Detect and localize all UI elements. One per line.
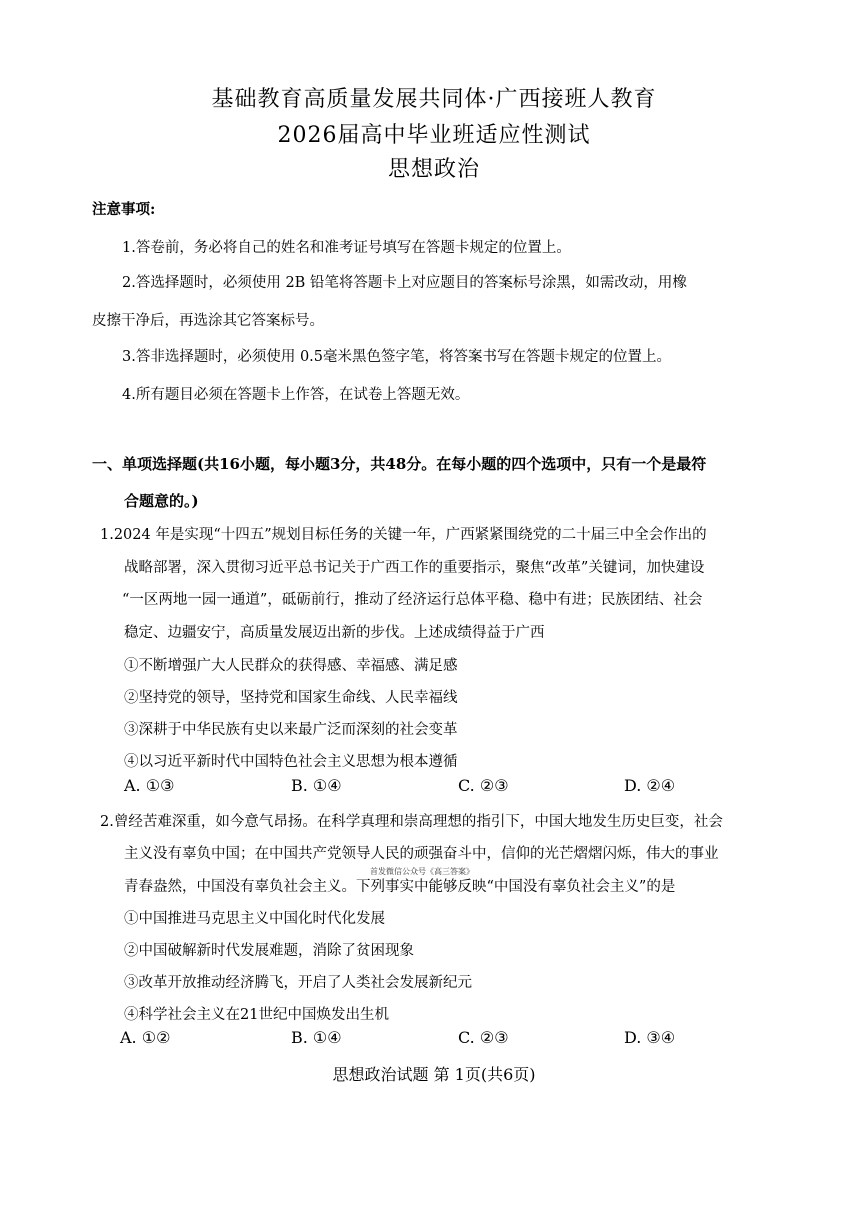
question-2-stem-line-1: 2.曾经苦难深重，如今意气昂扬。在科学真理和崇高理想的指引下，中国大地发生历史巨变，社会	[100, 814, 723, 830]
question-1-choice-a: A. ①③	[124, 776, 175, 795]
question-1-choice-b: B. ①④	[291, 776, 342, 795]
question-2-stem-line-3: 青春盎然，中国没有辜负社会主义。下列事实中能够反映“中国没有辜负社会主义”的是	[124, 879, 676, 895]
question-1-choice-d: D. ②④	[624, 776, 676, 795]
question-1-choice-c: C. ②③	[458, 776, 509, 795]
note-item-3: 3.答非选择题时，必须使用 0.5毫米黑色签字笔，将答案书写在答题卡规定的位置上。	[122, 349, 672, 365]
exam-header-line2: 2026届高中毕业班适应性测试	[277, 123, 591, 148]
question-1-option-1: ①不断增强广大人民群众的获得感、幸福感、满足感	[124, 658, 458, 674]
question-1-stem-line-1: 1.2024 年是实现“十四五”规划目标任务的关键一年，广西紧紧围绕党的二十届三中全会作出的	[100, 527, 707, 543]
question-1-stem-line-2: 战略部署，深入贯彻习近平总书记关于广西工作的重要指示，聚焦“改革”关键词，加快建设	[124, 560, 705, 576]
question-1-stem-line-4: 稳定、边疆安宁，高质量发展迈出新的步伐。上述成绩得益于广西	[124, 625, 545, 641]
question-1-option-2: ②坚持党的领导，坚持党和国家生命线、人民幸福线	[124, 690, 458, 706]
question-1-stem-line-3: “一区两地一园一通道”，砥砺前行，推动了经济运行总体平稳、稳中有进；民族团结、社会	[122, 592, 703, 608]
exam-header-line1: 基础教育高质量发展共同体·广西接班人教育	[211, 87, 657, 112]
note-item-1: 1.答卷前，务必将自己的姓名和准考证号填写在答题卡规定的位置上。	[122, 240, 571, 256]
question-2-stem-line-2: 主义没有辜负中国；在中国共产党领导人民的顽强奋斗中，信仰的光芒熠熠闪烁，伟大的事业	[124, 846, 719, 862]
question-2-option-4: ④科学社会主义在21世纪中国焕发出生机	[124, 1007, 389, 1023]
question-2-choice-a: A. ①②	[120, 1028, 171, 1047]
note-item-2: 2.答选择题时，必须使用 2B 铅笔将答题卡上对应题目的答案标号涂黑，如需改动，用橡	[122, 275, 687, 291]
question-2-option-1: ①中国推进马克思主义中国化时代化发展	[124, 911, 385, 927]
section-heading-continued: 合题意的。)	[124, 492, 199, 510]
question-2-option-3: ③改革开放推动经济腾飞，开启了人类社会发展新纪元	[124, 975, 472, 991]
notes-heading: 注意事项:	[92, 201, 156, 218]
page-footer: 思想政治试题 第 1页(共6页)	[332, 1065, 536, 1084]
note-item-2-continued: 皮擦干净后，再选涂其它答案标号。	[92, 313, 324, 329]
note-item-4: 4.所有题目必须在答题卡上作答，在试卷上答题无效。	[122, 387, 470, 403]
exam-subject-title: 思想政治	[387, 157, 480, 182]
question-2-option-2: ②中国破解新时代发展难题，消除了贫困现象	[124, 943, 414, 959]
question-2-choice-b: B. ①④	[291, 1028, 342, 1047]
question-1-option-4: ④以习近平新时代中国特色社会主义思想为根本遵循	[124, 754, 458, 770]
section-heading: 一、单项选择题(共16小题，每小题3分，共48分。在每小题的四个选项中，只有一个是最符	[92, 455, 707, 473]
question-2-choice-d: D. ③④	[624, 1028, 676, 1047]
question-1-option-3: ③深耕于中华民族有史以来最广泛而深刻的社会变革	[124, 722, 458, 738]
watermark-text: 首发微信公众号《高三答案》	[370, 867, 474, 876]
question-2-choice-c: C. ②③	[458, 1028, 509, 1047]
